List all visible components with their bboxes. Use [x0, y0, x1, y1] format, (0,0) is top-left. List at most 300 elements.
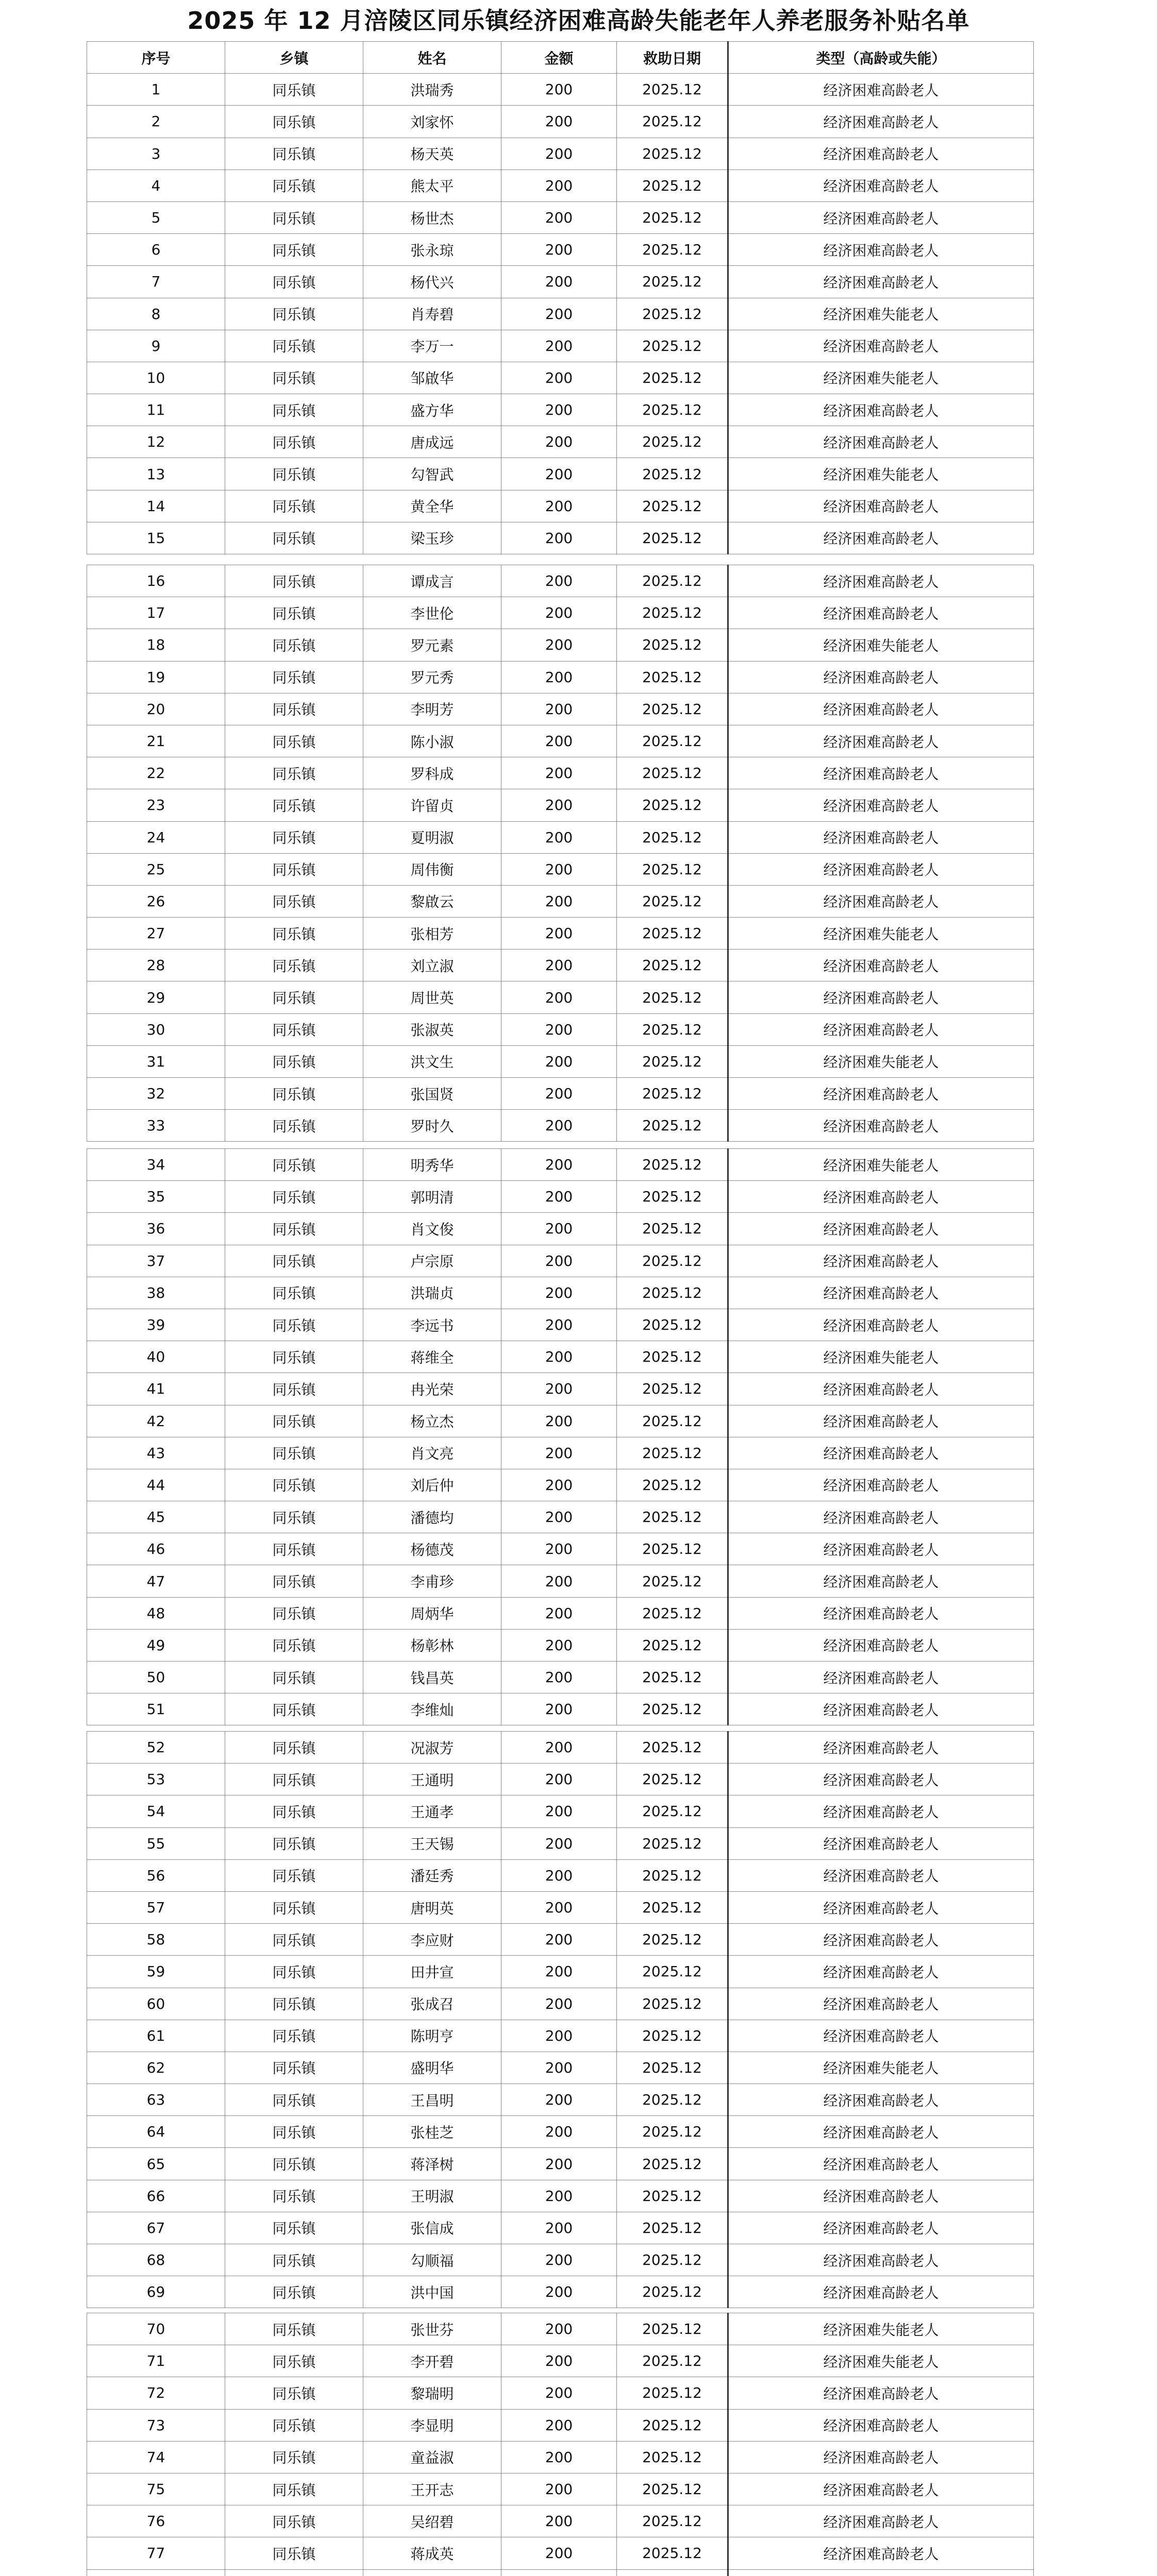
- row-number: 19: [87, 661, 225, 693]
- row-amount: 200: [501, 106, 617, 138]
- table-row: [87, 2377, 1034, 2409]
- row-number: 37: [87, 1245, 225, 1277]
- row-town: 同乐镇: [225, 1181, 363, 1213]
- row-number: 68: [87, 2244, 225, 2276]
- row-town: 同乐镇: [225, 2148, 363, 2180]
- row-town: 同乐镇: [225, 1277, 363, 1309]
- table-row: [87, 138, 1034, 170]
- row-date: 2025.12: [617, 106, 728, 138]
- row-date: 2025.12: [617, 2084, 728, 2116]
- row-type: 经济困难高龄老人: [728, 1924, 1034, 1956]
- row-number: 74: [87, 2441, 225, 2473]
- row-type: 经济困难高龄老人: [728, 1013, 1034, 1045]
- row-type: 经济困难高龄老人: [728, 1181, 1034, 1213]
- table-row: [87, 918, 1034, 950]
- table-row: [87, 1597, 1034, 1629]
- row-number: 14: [87, 490, 225, 522]
- table-row: [87, 693, 1034, 725]
- row-number: 62: [87, 2052, 225, 2083]
- row-name: 李明芳: [363, 693, 501, 725]
- row-town: 同乐镇: [225, 426, 363, 458]
- row-date: 2025.12: [617, 1469, 728, 1501]
- row-type: 经济困难高龄老人: [728, 2505, 1034, 2537]
- row-number: 46: [87, 1533, 225, 1565]
- row-name: 肖文亮: [363, 1437, 501, 1469]
- row-amount: 200: [501, 661, 617, 693]
- row-date: 2025.12: [617, 1245, 728, 1277]
- table-row: [87, 234, 1034, 266]
- row-number: 71: [87, 2345, 225, 2377]
- row-amount: 200: [501, 1309, 617, 1341]
- table-row: [87, 950, 1034, 981]
- row-date: 2025.12: [617, 981, 728, 1013]
- row-number: 54: [87, 1795, 225, 1827]
- row-town: 同乐镇: [225, 1341, 363, 1373]
- row-number: 12: [87, 426, 225, 458]
- row-date: 2025.12: [617, 2180, 728, 2212]
- row-date: 2025.12: [617, 2052, 728, 2083]
- row-type: 经济困难高龄老人: [728, 2084, 1034, 2116]
- table-row: [87, 2148, 1034, 2180]
- table-row: [87, 362, 1034, 394]
- row-name: 洪瑞秀: [363, 74, 501, 106]
- table-row: [87, 394, 1034, 426]
- row-name: 杨立杰: [363, 1405, 501, 1437]
- row-number: 47: [87, 1565, 225, 1597]
- row-type: 经济困难高龄老人: [728, 1891, 1034, 1923]
- row-amount: 200: [501, 1277, 617, 1309]
- row-type: 经济困难高龄老人: [728, 330, 1034, 362]
- row-date: 2025.12: [617, 1988, 728, 2020]
- row-name: 蒋成英: [363, 2537, 501, 2569]
- row-name: 王昌明: [363, 2084, 501, 2116]
- row-town: 同乐镇: [225, 1078, 363, 1110]
- row-date: 2025.12: [617, 426, 728, 458]
- row-town: 同乐镇: [225, 2052, 363, 2083]
- row-town: 同乐镇: [225, 1956, 363, 1988]
- row-town: 同乐镇: [225, 2116, 363, 2148]
- table-row: [87, 298, 1034, 330]
- row-town: 同乐镇: [225, 458, 363, 490]
- row-type: 经济困难高龄老人: [728, 522, 1034, 554]
- row-date: 2025.12: [617, 1045, 728, 1077]
- row-number: 9: [87, 330, 225, 362]
- row-name: 王开志: [363, 2473, 501, 2505]
- row-type: 经济困难高龄老人: [728, 2473, 1034, 2505]
- row-name: 盛方华: [363, 394, 501, 426]
- row-type: 经济困难高龄老人: [728, 2276, 1034, 2308]
- row-name: 洪文生: [363, 1045, 501, 1077]
- row-number: 45: [87, 1501, 225, 1533]
- table-row: [87, 1373, 1034, 1405]
- row-name: 杨彰林: [363, 1629, 501, 1661]
- row-number: 8: [87, 298, 225, 330]
- row-number: 20: [87, 693, 225, 725]
- row-number: 18: [87, 629, 225, 661]
- table-row: [87, 490, 1034, 522]
- row-town: 同乐镇: [225, 2084, 363, 2116]
- row-date: 2025.12: [617, 1956, 728, 1988]
- row-number: 34: [87, 1149, 225, 1181]
- row-amount: 200: [501, 2313, 617, 2345]
- table-row: [87, 266, 1034, 298]
- table-row: [87, 1341, 1034, 1373]
- row-number: 25: [87, 853, 225, 885]
- row-number: 66: [87, 2180, 225, 2212]
- row-name: 刘立淑: [363, 950, 501, 981]
- row-name: 王通明: [363, 1764, 501, 1795]
- row-name: 李维灿: [363, 1693, 501, 1725]
- row-number: 42: [87, 1405, 225, 1437]
- row-town: 同乐镇: [225, 170, 363, 201]
- row-name: 盛明华: [363, 2052, 501, 2083]
- row-name: 洪中国: [363, 2276, 501, 2308]
- row-type: 经济困难高龄老人: [728, 1309, 1034, 1341]
- row-town: 同乐镇: [225, 2180, 363, 2212]
- row-type: 经济困难高龄老人: [728, 1469, 1034, 1501]
- row-date: 2025.12: [617, 1373, 728, 1405]
- row-name: 卢宗原: [363, 1245, 501, 1277]
- row-amount: 200: [501, 330, 617, 362]
- table-row: [87, 2569, 1034, 2576]
- row-town: 同乐镇: [225, 1309, 363, 1341]
- row-amount: 200: [501, 2276, 617, 2308]
- row-type: 经济困难高龄老人: [728, 394, 1034, 426]
- table-row: [87, 2505, 1034, 2537]
- row-amount: 200: [501, 234, 617, 266]
- roster-table-block: [87, 565, 1034, 1142]
- row-name: 吴绍碧: [363, 2505, 501, 2537]
- row-amount: 200: [501, 629, 617, 661]
- row-amount: 200: [501, 1501, 617, 1533]
- row-amount: 200: [501, 1662, 617, 1693]
- row-name: 梁玉珍: [363, 522, 501, 554]
- row-town: 同乐镇: [225, 853, 363, 885]
- row-number: 2: [87, 106, 225, 138]
- row-date: 2025.12: [617, 1309, 728, 1341]
- row-date: 2025.12: [617, 2244, 728, 2276]
- table-row: [87, 2244, 1034, 2276]
- row-amount: 200: [501, 597, 617, 629]
- row-amount: 200: [501, 1827, 617, 1859]
- row-date: 2025.12: [617, 1078, 728, 1110]
- roster-table-block: [87, 1148, 1034, 1725]
- row-town: 同乐镇: [225, 757, 363, 789]
- row-amount: 200: [501, 2020, 617, 2052]
- row-date: 2025.12: [617, 1013, 728, 1045]
- row-date: 2025.12: [617, 629, 728, 661]
- row-amount: 200: [501, 458, 617, 490]
- table-row: [87, 1827, 1034, 1859]
- row-name: 张国贤: [363, 1078, 501, 1110]
- row-number: 60: [87, 1988, 225, 2020]
- row-town: 同乐镇: [225, 725, 363, 757]
- row-amount: 200: [501, 1110, 617, 1142]
- row-type: 经济困难高龄老人: [728, 2116, 1034, 2148]
- row-type: 经济困难高龄老人: [728, 490, 1034, 522]
- row-date: 2025.12: [617, 138, 728, 170]
- row-amount: 200: [501, 2441, 617, 2473]
- row-name: 张桂芝: [363, 2116, 501, 2148]
- table-row: [87, 1405, 1034, 1437]
- table-row: [87, 1859, 1034, 1891]
- row-date: 2025.12: [617, 1341, 728, 1373]
- row-type: 经济困难高龄老人: [728, 1277, 1034, 1309]
- table-row: [87, 2537, 1034, 2569]
- row-type: 经济困难高龄老人: [728, 661, 1034, 693]
- row-name: 熊太平: [363, 170, 501, 201]
- row-amount: 200: [501, 1078, 617, 1110]
- row-date: 2025.12: [617, 1405, 728, 1437]
- row-type: 经济困难失能老人: [728, 2052, 1034, 2083]
- row-town: 同乐镇: [225, 565, 363, 597]
- row-name: 张信成: [363, 2212, 501, 2244]
- row-town: 同乐镇: [225, 1245, 363, 1277]
- row-amount: 200: [501, 201, 617, 233]
- row-name: 谭成言: [363, 565, 501, 597]
- row-amount: 200: [501, 1597, 617, 1629]
- row-date: 2025.12: [617, 1597, 728, 1629]
- row-date: 2025.12: [617, 234, 728, 266]
- row-type: 经济困难失能老人: [728, 1149, 1034, 1181]
- row-name: 钱昌英: [363, 1662, 501, 1693]
- row-type: 经济困难高龄老人: [728, 426, 1034, 458]
- table-row: [87, 2212, 1034, 2244]
- row-name: 黎瑞明: [363, 2377, 501, 2409]
- row-date: 2025.12: [617, 1693, 728, 1725]
- row-type: 经济困难高龄老人: [728, 757, 1034, 789]
- row-amount: 200: [501, 2345, 617, 2377]
- row-number: 28: [87, 950, 225, 981]
- row-type: 经济困难高龄老人: [728, 1956, 1034, 1988]
- row-amount: 200: [501, 789, 617, 821]
- row-name: 田井宣: [363, 1956, 501, 1988]
- column-header: 救助日期: [617, 42, 728, 74]
- row-name: 周炳华: [363, 1597, 501, 1629]
- row-type: 经济困难高龄老人: [728, 1988, 1034, 2020]
- row-name: 杨天英: [363, 138, 501, 170]
- row-name: 杨德茂: [363, 1533, 501, 1565]
- row-type: 经济困难失能老人: [728, 1341, 1034, 1373]
- row-type: 经济困难高龄老人: [728, 2441, 1034, 2473]
- row-date: 2025.12: [617, 362, 728, 394]
- row-amount: 200: [501, 1565, 617, 1597]
- row-type: 经济困难高龄老人: [728, 201, 1034, 233]
- row-town: 同乐镇: [225, 1149, 363, 1181]
- row-amount: 200: [501, 266, 617, 298]
- table-row: [87, 1277, 1034, 1309]
- row-type: 经济困难高龄老人: [728, 1795, 1034, 1827]
- row-type: 经济困难高龄老人: [728, 1629, 1034, 1661]
- row-number: 24: [87, 821, 225, 853]
- row-number: 26: [87, 885, 225, 917]
- row-amount: 200: [501, 74, 617, 106]
- row-amount: 200: [501, 1795, 617, 1827]
- table-row: [87, 2276, 1034, 2308]
- row-date: 2025.12: [617, 1891, 728, 1923]
- row-date: 2025.12: [617, 918, 728, 950]
- row-name: 罗元秀: [363, 661, 501, 693]
- table-row: [87, 1110, 1034, 1142]
- table-row: [87, 981, 1034, 1013]
- row-town: 同乐镇: [225, 629, 363, 661]
- row-number: 72: [87, 2377, 225, 2409]
- row-date: 2025.12: [617, 2276, 728, 2308]
- row-date: 2025.12: [617, 1924, 728, 1956]
- row-amount: 200: [501, 1373, 617, 1405]
- row-amount: 200: [501, 138, 617, 170]
- table-row: [87, 661, 1034, 693]
- row-amount: 200: [501, 2537, 617, 2569]
- row-amount: 200: [501, 1693, 617, 1725]
- row-type: 经济困难高龄老人: [728, 1859, 1034, 1891]
- table-row: [87, 1764, 1034, 1795]
- row-amount: 200: [501, 885, 617, 917]
- row-date: 2025.12: [617, 1565, 728, 1597]
- table-row: [87, 2020, 1034, 2052]
- row-number: 61: [87, 2020, 225, 2052]
- row-date: 2025.12: [617, 693, 728, 725]
- row-name: 李远书: [363, 1309, 501, 1341]
- table-row: [87, 885, 1034, 917]
- row-town: 同乐镇: [225, 1373, 363, 1405]
- row-number: 32: [87, 1078, 225, 1110]
- row-type: 经济困难高龄老人: [728, 2537, 1034, 2569]
- row-town: 同乐镇: [225, 1013, 363, 1045]
- row-number: 70: [87, 2313, 225, 2345]
- row-type: 经济困难高龄老人: [728, 1437, 1034, 1469]
- row-type: 经济困难高龄老人: [728, 106, 1034, 138]
- row-type: 经济困难失能老人: [728, 362, 1034, 394]
- row-town: 同乐镇: [225, 2276, 363, 2308]
- row-number: 49: [87, 1629, 225, 1661]
- column-header: 乡镇: [225, 42, 363, 74]
- row-amount: 200: [501, 950, 617, 981]
- row-amount: 200: [501, 1045, 617, 1077]
- row-number: 58: [87, 1924, 225, 1956]
- row-town: [225, 2569, 363, 2576]
- row-date: 2025.12: [617, 1149, 728, 1181]
- row-type: 经济困难高龄老人: [728, 170, 1034, 201]
- row-number: 16: [87, 565, 225, 597]
- row-type: 经济困难高龄老人: [728, 1693, 1034, 1725]
- table-row: [87, 1565, 1034, 1597]
- row-name: 肖寿碧: [363, 298, 501, 330]
- row-number: 7: [87, 266, 225, 298]
- row-type: 经济困难高龄老人: [728, 950, 1034, 981]
- table-row: [87, 1795, 1034, 1827]
- row-date: 2025.12: [617, 1764, 728, 1795]
- row-number: 27: [87, 918, 225, 950]
- row-date: 2025.12: [617, 725, 728, 757]
- row-number: 23: [87, 789, 225, 821]
- row-amount: 200: [501, 1149, 617, 1181]
- row-type: 经济困难高龄老人: [728, 2020, 1034, 2052]
- column-header: 序号: [87, 42, 225, 74]
- row-town: 同乐镇: [225, 821, 363, 853]
- row-type: 经济困难高龄老人: [728, 2180, 1034, 2212]
- roster-table-block: [87, 41, 1034, 554]
- row-name: 况淑芳: [363, 1732, 501, 1764]
- table-row: [87, 2409, 1034, 2441]
- row-amount: 200: [501, 2084, 617, 2116]
- row-name: 黄全华: [363, 490, 501, 522]
- row-type: 经济困难高龄老人: [728, 821, 1034, 853]
- row-date: 2025.12: [617, 1533, 728, 1565]
- row-name: 郭明清: [363, 1181, 501, 1213]
- row-town: 同乐镇: [225, 661, 363, 693]
- row-name: 罗元素: [363, 629, 501, 661]
- row-date: 2025.12: [617, 2537, 728, 2569]
- row-type: 经济困难高龄老人: [728, 693, 1034, 725]
- row-amount: 200: [501, 1859, 617, 1891]
- row-town: 同乐镇: [225, 1533, 363, 1565]
- table-row: [87, 74, 1034, 106]
- row-town: 同乐镇: [225, 522, 363, 554]
- row-town: 同乐镇: [225, 2244, 363, 2276]
- row-number: 65: [87, 2148, 225, 2180]
- row-number: 50: [87, 1662, 225, 1693]
- row-date: 2025.12: [617, 789, 728, 821]
- row-amount: 200: [501, 1245, 617, 1277]
- row-number: 35: [87, 1181, 225, 1213]
- row-name: 李世伦: [363, 597, 501, 629]
- table-row: [87, 1924, 1034, 1956]
- row-type: 经济困难高龄老人: [728, 1078, 1034, 1110]
- table-row: [87, 789, 1034, 821]
- table-row: [87, 1469, 1034, 1501]
- row-type: 经济困难高龄老人: [728, 1565, 1034, 1597]
- table-row: [87, 2084, 1034, 2116]
- row-number: 33: [87, 1110, 225, 1142]
- row-town: 同乐镇: [225, 298, 363, 330]
- row-amount: 200: [501, 1341, 617, 1373]
- row-name: 张永琼: [363, 234, 501, 266]
- table-row: [87, 426, 1034, 458]
- row-name: 蒋维全: [363, 1341, 501, 1373]
- table-row: [87, 1629, 1034, 1661]
- row-town: 同乐镇: [225, 1795, 363, 1827]
- row-number: 55: [87, 1827, 225, 1859]
- row-date: 2025.12: [617, 1110, 728, 1142]
- row-number: 15: [87, 522, 225, 554]
- row-amount: 200: [501, 1013, 617, 1045]
- row-town: 同乐镇: [225, 1565, 363, 1597]
- row-amount: 200: [501, 1629, 617, 1661]
- roster-table-block: [87, 2313, 1034, 2576]
- row-type: 经济困难高龄老人: [728, 1732, 1034, 1764]
- row-town: 同乐镇: [225, 2505, 363, 2537]
- table-row: [87, 1078, 1034, 1110]
- table-row: [87, 1013, 1034, 1045]
- table-row: [87, 2313, 1034, 2345]
- row-town: 同乐镇: [225, 1045, 363, 1077]
- row-number: 57: [87, 1891, 225, 1923]
- row-name: 李万一: [363, 330, 501, 362]
- table-row: [87, 458, 1034, 490]
- row-date: 2025.12: [617, 661, 728, 693]
- row-number: 39: [87, 1309, 225, 1341]
- row-amount: 200: [501, 2148, 617, 2180]
- table-row: [87, 725, 1034, 757]
- row-name: 杨代兴: [363, 266, 501, 298]
- row-town: 同乐镇: [225, 2313, 363, 2345]
- row-town: 同乐镇: [225, 2473, 363, 2505]
- row-town: 同乐镇: [225, 201, 363, 233]
- table-row: [87, 853, 1034, 885]
- table-row: [87, 2116, 1034, 2148]
- row-number: 38: [87, 1277, 225, 1309]
